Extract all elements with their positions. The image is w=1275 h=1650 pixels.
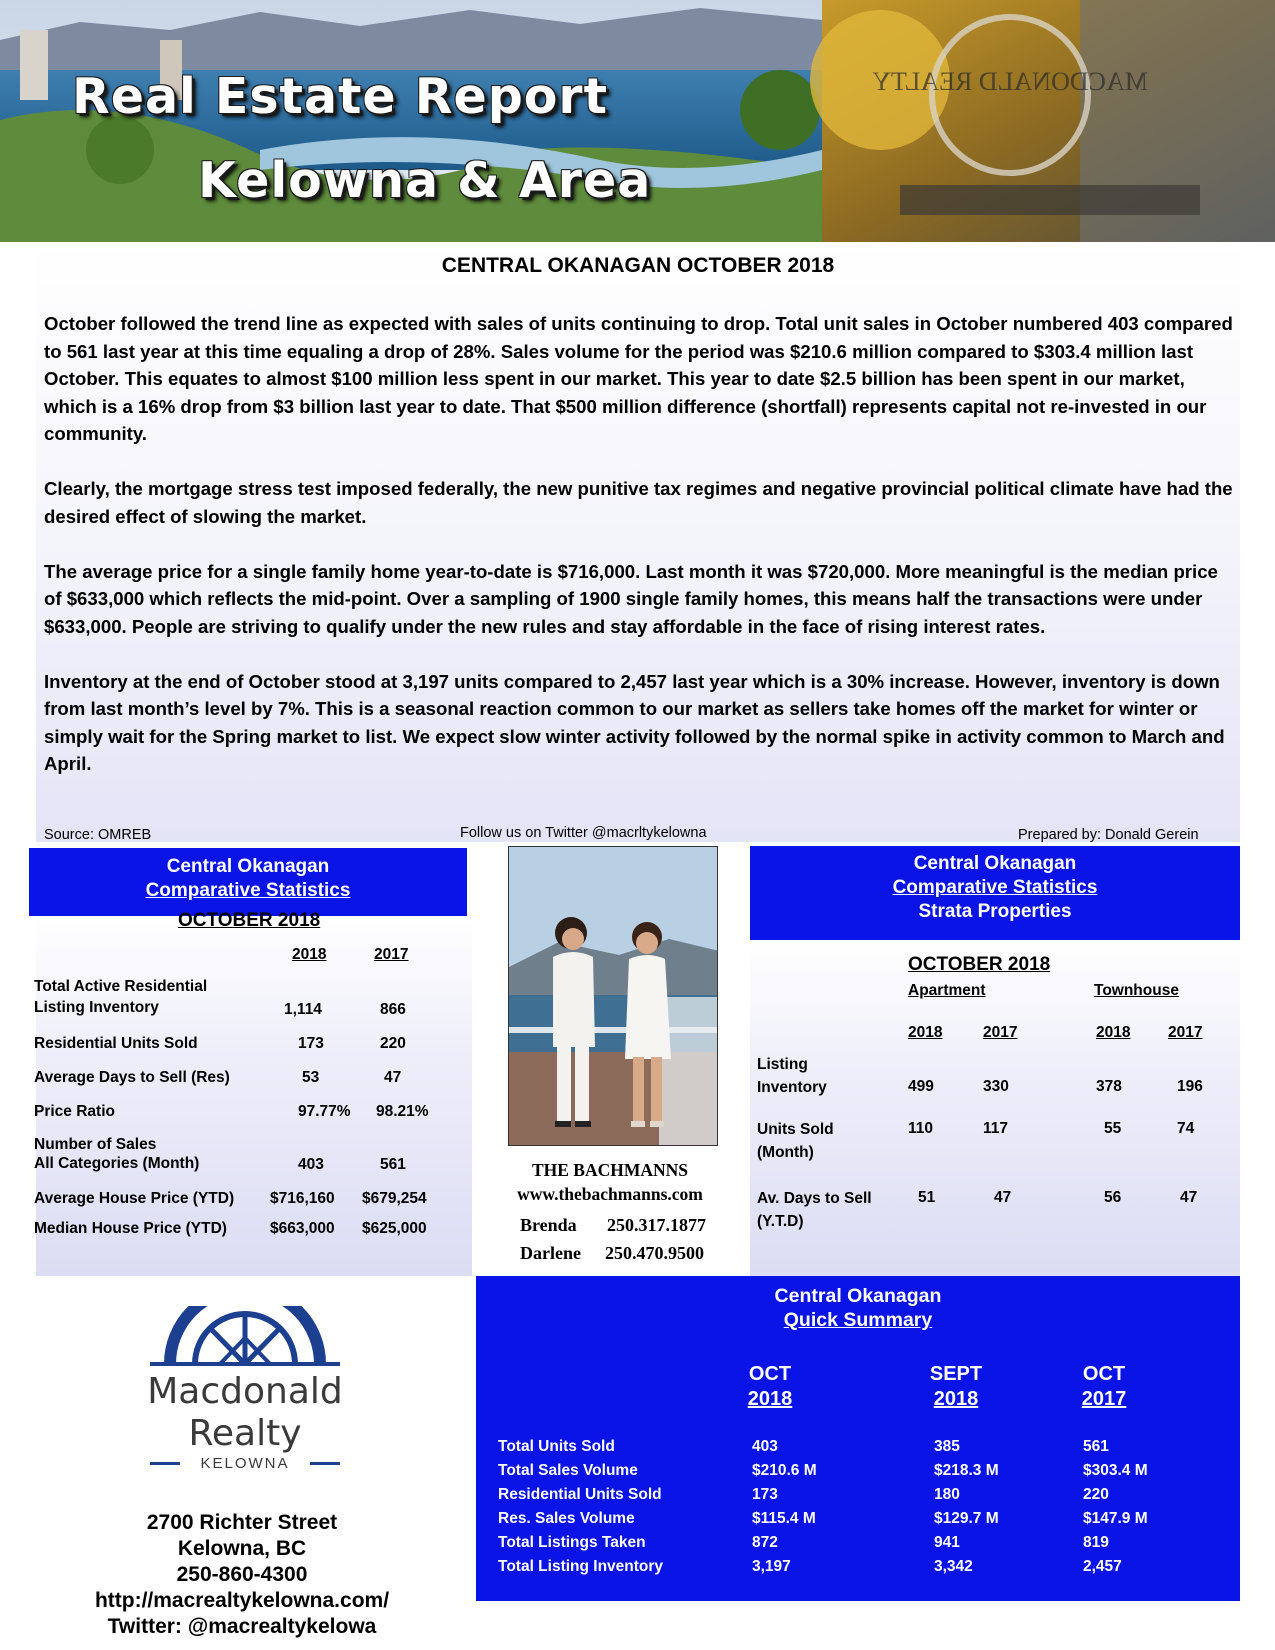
summary-value: 180 [934, 1486, 960, 1503]
stat-value-2017: 561 [380, 1156, 406, 1173]
strata-stats-subtitle-2: Strata Properties [918, 901, 1072, 922]
office-street: 2700 Richter Street [146, 1511, 338, 1534]
stat-label: Number of Sales All Categories (Month) [34, 1136, 200, 1172]
compass-rose-icon [150, 1306, 340, 1376]
stat-value-2017: 47 [384, 1069, 402, 1086]
quick-summary-title: Central Okanagan [774, 1285, 942, 1307]
report-heading: CENTRAL OKANAGAN OCTOBER 2018 [441, 254, 835, 277]
strata-stats-title-box [750, 846, 1240, 940]
col-header-2018: 2018 [292, 946, 327, 963]
agent-contact-name: Darlene [520, 1243, 581, 1263]
svg-text:MACDONALD REALTY: MACDONALD REALTY [872, 67, 1148, 96]
summary-value: 385 [934, 1438, 960, 1455]
stat-value-2018: 53 [302, 1069, 320, 1086]
agent-website-link[interactable]: www.thebachmanns.com [517, 1184, 703, 1204]
strata-stat-label: Units Sold (Month) [757, 1121, 834, 1161]
logo-rule-left [150, 1462, 180, 1465]
col-header-year: 2018 [1096, 1024, 1131, 1041]
summary-row-label: Total Listings Taken [498, 1534, 646, 1551]
col-header-year: 2018 [908, 1024, 943, 1041]
summary-row-label: Res. Sales Volume [498, 1510, 635, 1527]
summary-value: 173 [752, 1486, 778, 1503]
stat-value-2017: $679,254 [362, 1190, 427, 1207]
summary-row-label: Residential Units Sold [498, 1486, 662, 1503]
stat-value-2018: $716,160 [270, 1190, 335, 1207]
summary-row-label: Total Listing Inventory [498, 1558, 664, 1575]
summary-value: $147.9 M [1083, 1510, 1148, 1527]
summary-value: $129.7 M [934, 1510, 999, 1527]
strata-value: 47 [994, 1189, 1012, 1206]
summary-value: 2,457 [1083, 1558, 1122, 1575]
summary-value: $115.4 M [752, 1510, 816, 1527]
twitter-follow-note[interactable]: Follow us on Twitter @macrltykelowna [460, 825, 707, 841]
strata-value: 117 [983, 1120, 1009, 1137]
summary-row-label: Total Sales Volume [498, 1462, 638, 1479]
macdonald-realty-logo[interactable] [147, 1306, 343, 1476]
quick-summary-subtitle: Quick Summary [783, 1309, 933, 1331]
strata-value: 110 [908, 1120, 934, 1137]
report-section [36, 242, 1240, 842]
strata-value: 51 [918, 1189, 936, 1206]
summary-value: 561 [1083, 1438, 1109, 1455]
banner-title-line-2: Kelowna & Area [198, 152, 652, 209]
stat-value-2017: $625,000 [362, 1220, 427, 1237]
agent-contact-phone[interactable]: 250.317.1877 [607, 1215, 706, 1235]
stat-value-2017: 866 [380, 1001, 406, 1018]
stat-label: Residential Units Sold [34, 1035, 198, 1052]
comparative-stats-subtitle: Comparative Statistics [145, 880, 351, 901]
source-note: Source: OMREB [44, 827, 152, 843]
col-header-year: 2017 [1168, 1024, 1203, 1041]
banner-title-line-1: Real Estate Report [72, 68, 609, 125]
strata-value: 74 [1177, 1120, 1195, 1137]
summary-value: 941 [934, 1534, 960, 1551]
agent-contact-phone[interactable]: 250.470.9500 [605, 1243, 704, 1263]
prepared-by-note: Prepared by: Donald Gerein [1018, 827, 1199, 843]
strata-stats-subtitle: Comparative Statistics [892, 877, 1098, 898]
agent-team-name: THE BACHMANNS [531, 1160, 689, 1180]
report-body [44, 310, 1240, 805]
agents-photo-image [509, 847, 718, 1146]
strata-value: 499 [908, 1078, 934, 1095]
stat-label: Median House Price (YTD) [34, 1220, 227, 1237]
agents-photo [508, 846, 718, 1146]
agent-contact-name: Brenda [520, 1215, 577, 1235]
logo-wordmark-line-1: Macdonald [147, 1371, 343, 1412]
summary-value: 220 [1083, 1486, 1109, 1503]
comparative-stats-title-box [29, 848, 467, 916]
report-paragraph: October followed the trend line as expected with sales of units continuing to drop. Total unit sales in October numbered 403 compared to 561 last year at this time equaling a drop of 28%. Sales volume for the period was $210.6 million compared to $303.4 million last October. This equates to almost $100 million less spent in our market. This year to date $2.5 billion has been spent in our market, which is a 16% drop from $3 billion last year to date. That $500 million difference (shortfall) represents capital not re-invested in our community. [44, 313, 1233, 444]
logo-location: KELOWNA [200, 1455, 290, 1472]
office-twitter[interactable]: Twitter: @macrealtykelowa [107, 1615, 377, 1638]
summary-value: $303.4 M [1083, 1462, 1148, 1479]
stat-value-2018: 403 [298, 1156, 324, 1173]
stat-value-2017: 220 [380, 1035, 406, 1052]
group-header-apartment: Apartment [908, 982, 986, 999]
comparative-stats-title: Central Okanagan [166, 856, 330, 877]
summary-value: 3,197 [752, 1558, 791, 1575]
strata-value: 196 [1177, 1078, 1203, 1095]
office-website-link[interactable]: http://macrealtykelowna.com/ [94, 1589, 390, 1612]
strata-stat-label: Listing Inventory [757, 1056, 827, 1096]
logo-wordmark-line-2: Realty [188, 1413, 302, 1454]
stat-label: Total Active Residential Listing Inventory [34, 978, 208, 1016]
strata-value: 55 [1104, 1120, 1122, 1137]
col-header-2017: 2017 [374, 946, 409, 963]
strata-stat-label: Av. Days to Sell (Y.T.D) [757, 1190, 872, 1230]
summary-col-header: OCT 2017 [1081, 1363, 1127, 1410]
summary-value: $210.6 M [752, 1462, 817, 1479]
quick-summary-title-block [476, 1284, 1240, 1332]
summary-value: 872 [752, 1534, 778, 1551]
summary-value: $218.3 M [934, 1462, 999, 1479]
strata-stats-title: Central Okanagan [913, 853, 1077, 874]
stat-label: Average Days to Sell (Res) [34, 1069, 230, 1086]
report-paragraph: The average price for a single family home year-to-date is $716,000. Last month it was $720,000. More meaningful is the median price of $633,000 which reflects the mid-point. Over a sampling of 1900 single family homes, this means half the transactions were under $633,000. People are striving to qualify under the new rules and stay affordable in the face of rising interest rates. [44, 560, 1218, 637]
report-paragraph: Clearly, the mortgage stress test imposed federally, the new punitive tax regimes and negative provincial political climate have had the desired effect of slowing the market. [44, 478, 1233, 527]
summary-col-header: OCT 2018 [747, 1363, 793, 1410]
stat-value-2018: 1,114 [284, 1001, 322, 1018]
stat-label: Average House Price (YTD) [34, 1190, 235, 1207]
stat-value-2017: 98.21% [376, 1103, 429, 1120]
stat-value-2018: $663,000 [270, 1220, 335, 1237]
col-header-year: 2017 [983, 1024, 1018, 1041]
strata-value: 330 [983, 1078, 1009, 1095]
strata-value: 47 [1180, 1189, 1198, 1206]
strata-stats-period: OCTOBER 2018 [908, 954, 1051, 975]
strata-value: 56 [1104, 1189, 1122, 1206]
comparative-stats-period: OCTOBER 2018 [178, 910, 321, 931]
group-header-townhouse: Townhouse [1094, 982, 1179, 999]
stat-value-2018: 173 [298, 1035, 324, 1052]
stat-value-2018: 97.77% [298, 1103, 351, 1120]
stat-label: Price Ratio [34, 1103, 115, 1120]
office-city: Kelowna, BC [177, 1537, 307, 1560]
summary-col-header: SEPT 2018 [929, 1363, 983, 1410]
quick-summary-panel [476, 1276, 1240, 1601]
summary-value: 819 [1083, 1534, 1109, 1551]
report-paragraph: Inventory at the end of October stood at 3,197 units compared to 2,457 last year which is a 30% increase. However, inventory is down from last month’s level by 7%. This is a seasonal reaction common to our market as sellers take homes off the market for winter or simply wait for the Spring market to list. We expect slow winter activity followed by the normal spike in activity common to March and April. [44, 670, 1225, 774]
office-phone[interactable]: 250-860-4300 [176, 1563, 308, 1586]
header-banner [0, 0, 1275, 242]
summary-value: 3,342 [934, 1558, 973, 1575]
logo-rule-right [310, 1462, 340, 1465]
office-contact-block [36, 1510, 448, 1640]
summary-row-label: Total Units Sold [498, 1438, 615, 1455]
strata-value: 378 [1096, 1078, 1122, 1095]
summary-value: 403 [752, 1438, 778, 1455]
